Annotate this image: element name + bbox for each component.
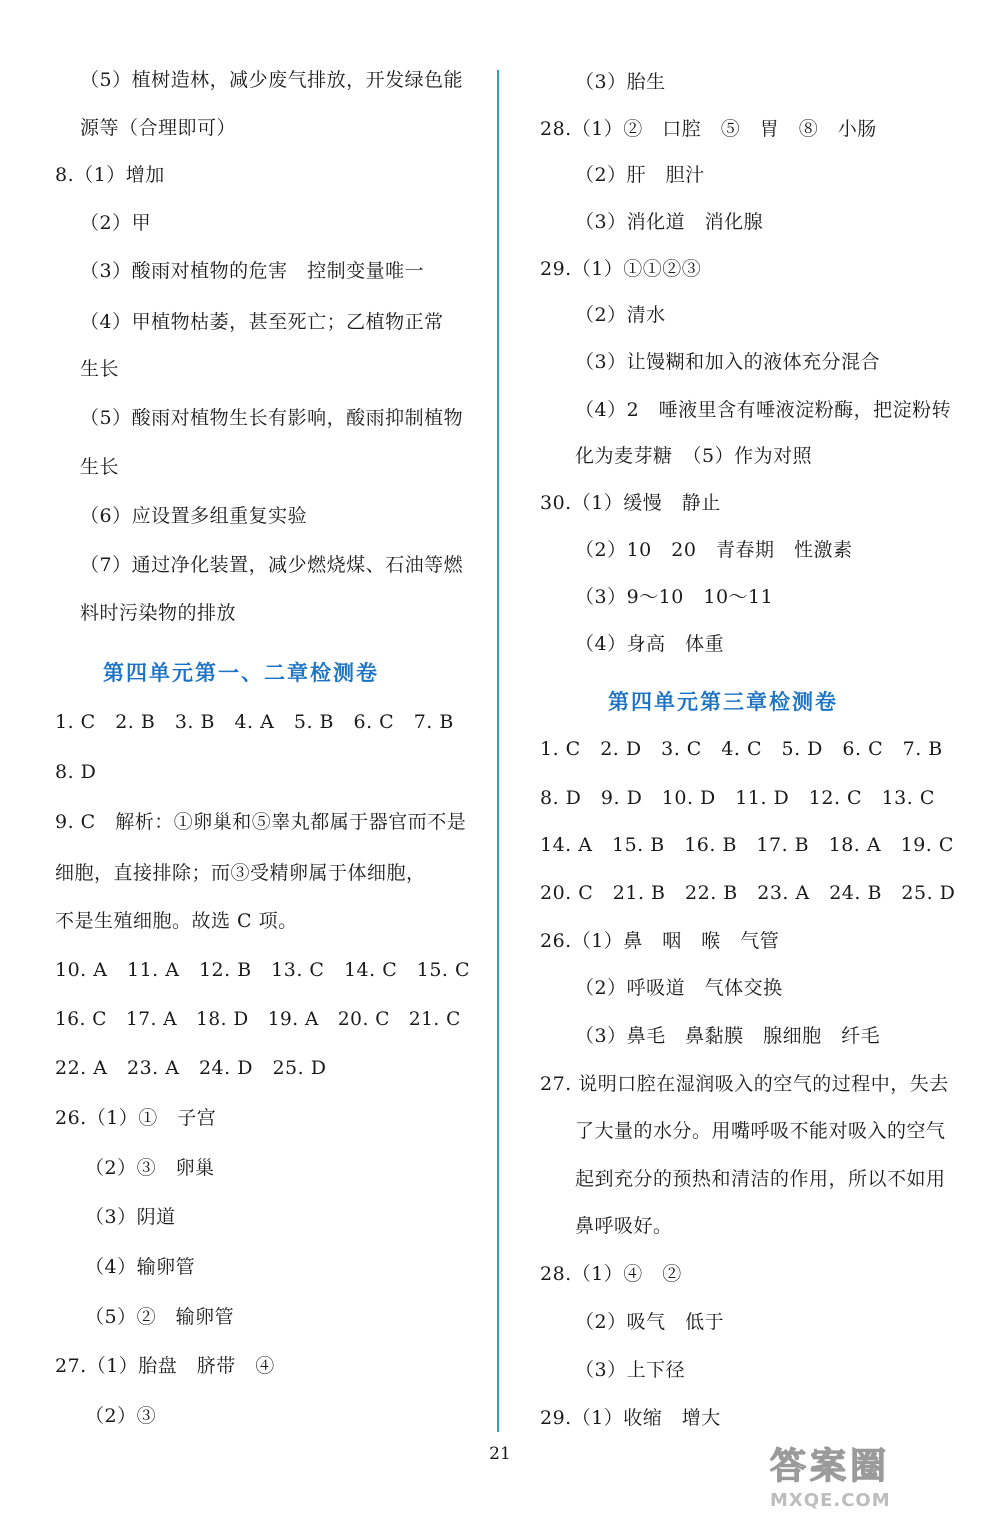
column-divider <box>497 70 499 1432</box>
answer-line: 源等（合理即可） <box>80 117 237 139</box>
answer-line: （2）清水 <box>575 304 666 326</box>
answer-line: 起到充分的预热和清洁的作用，所以不如用 <box>575 1168 946 1190</box>
answer-line: （4）2 唾液里含有唾液淀粉酶，把淀粉转 <box>575 399 952 421</box>
answer-line: 鼻呼吸好。 <box>575 1215 673 1237</box>
answer-line: 10. A 11. A 12. B 13. C 14. C 15. C <box>55 959 471 981</box>
section-heading: 第四单元第一、二章检测卷 <box>103 661 379 685</box>
answer-line: （5）酸雨对植物生长有影响，酸雨抑制植物 <box>80 407 464 429</box>
answer-line: （2）③ 卵巢 <box>85 1157 215 1179</box>
answer-line: 27.（1）胎盘 脐带 ④ <box>55 1355 275 1377</box>
answer-line: （2）呼吸道 气体交换 <box>575 977 783 999</box>
answer-line: 细胞，直接排除；而③受精卵属于体细胞， <box>55 862 426 884</box>
answer-line: 8. D <box>55 761 97 783</box>
section-heading: 第四单元第三章检测卷 <box>608 690 838 714</box>
answer-line: （5）② 输卵管 <box>85 1306 235 1328</box>
answer-line: 30.（1）缓慢 静止 <box>540 492 721 514</box>
answer-line: （3）消化道 消化腺 <box>575 211 764 233</box>
answer-line: 22. A 23. A 24. D 25. D <box>55 1057 327 1079</box>
answer-line: （3）上下径 <box>575 1359 686 1381</box>
watermark-url: MXQE.COM <box>770 1490 891 1511</box>
answer-line: 8. D 9. D 10. D 11. D 12. C 13. C <box>540 787 935 809</box>
answer-line: （4）身高 体重 <box>575 633 725 655</box>
answer-line: 1. C 2. B 3. B 4. A 5. B 6. C 7. B <box>55 711 454 733</box>
answer-line: 不是生殖细胞。故选 C 项。 <box>55 910 298 932</box>
answer-line: （7）通过净化装置，减少燃烧煤、石油等燃 <box>80 554 464 576</box>
answer-line: 8.（1）增加 <box>55 164 165 186</box>
answer-line: 1. C 2. D 3. C 4. C 5. D 6. C 7. B <box>540 738 943 760</box>
answer-line: （3）阴道 <box>85 1206 176 1228</box>
answer-line: 料时污染物的排放 <box>80 602 237 624</box>
answer-line: （2）③ <box>85 1405 157 1427</box>
answer-line: 27. 说明口腔在湿润吸入的空气的过程中，失去 <box>540 1073 949 1095</box>
watermark <box>770 1438 990 1518</box>
answer-line: （4）甲植物枯萎，甚至死亡；乙植物正常 <box>80 311 444 333</box>
answer-line: （3）酸雨对植物的危害 控制变量唯一 <box>80 260 425 282</box>
answer-line: 16. C 17. A 18. D 19. A 20. C 21. C <box>55 1009 461 1030</box>
answer-line: 生长 <box>80 358 120 380</box>
answer-line: 9. C 解析：①卵巢和⑤睾丸都属于器官而不是 <box>55 811 467 833</box>
answer-line: （6）应设置多组重复实验 <box>80 505 308 527</box>
answer-line: （2）甲 <box>80 212 152 234</box>
answer-line: （3）让馒糊和加入的液体充分混合 <box>575 351 881 373</box>
answer-line: 26.（1）① 子宫 <box>55 1107 217 1129</box>
answer-line: （2）10 20 青春期 性激素 <box>575 539 853 561</box>
answer-line: 26.（1）鼻 咽 喉 气管 <box>540 930 780 952</box>
answer-line: （4）输卵管 <box>85 1256 196 1278</box>
answer-line: （3）胎生 <box>575 71 666 93</box>
answer-line: 生长 <box>80 456 120 478</box>
answer-line: 28.（1）② 口腔 ⑤ 胃 ⑧ 小肠 <box>540 118 877 140</box>
answer-line: （3）鼻毛 鼻黏膜 腺细胞 纤毛 <box>575 1025 881 1047</box>
answer-line: 14. A 15. B 16. B 17. B 18. A 19. C <box>540 834 954 856</box>
answer-line: 29.（1）①①②③ <box>540 258 702 280</box>
answer-line: （2）肝 胆汁 <box>575 164 705 186</box>
watermark-logo: 答案圈 <box>770 1446 891 1487</box>
answer-line: 29.（1）收缩 增大 <box>540 1407 721 1429</box>
answer-line: 化为麦芽糖 （5）作为对照 <box>575 445 813 467</box>
answer-line: （3）9～10 10～11 <box>575 586 774 608</box>
answer-line: 了大量的水分。用嘴呼吸不能对吸入的空气 <box>575 1120 946 1142</box>
answer-line: 28.（1）④ ② <box>540 1263 682 1285</box>
page-number: 21 <box>489 1444 511 1464</box>
answer-line: 20. C 21. B 22. B 23. A 24. B 25. D <box>540 882 956 904</box>
answer-line: （2）吸气 低于 <box>575 1311 725 1333</box>
answer-line: （5）植树造林，减少废气排放，开发绿色能 <box>80 69 464 91</box>
